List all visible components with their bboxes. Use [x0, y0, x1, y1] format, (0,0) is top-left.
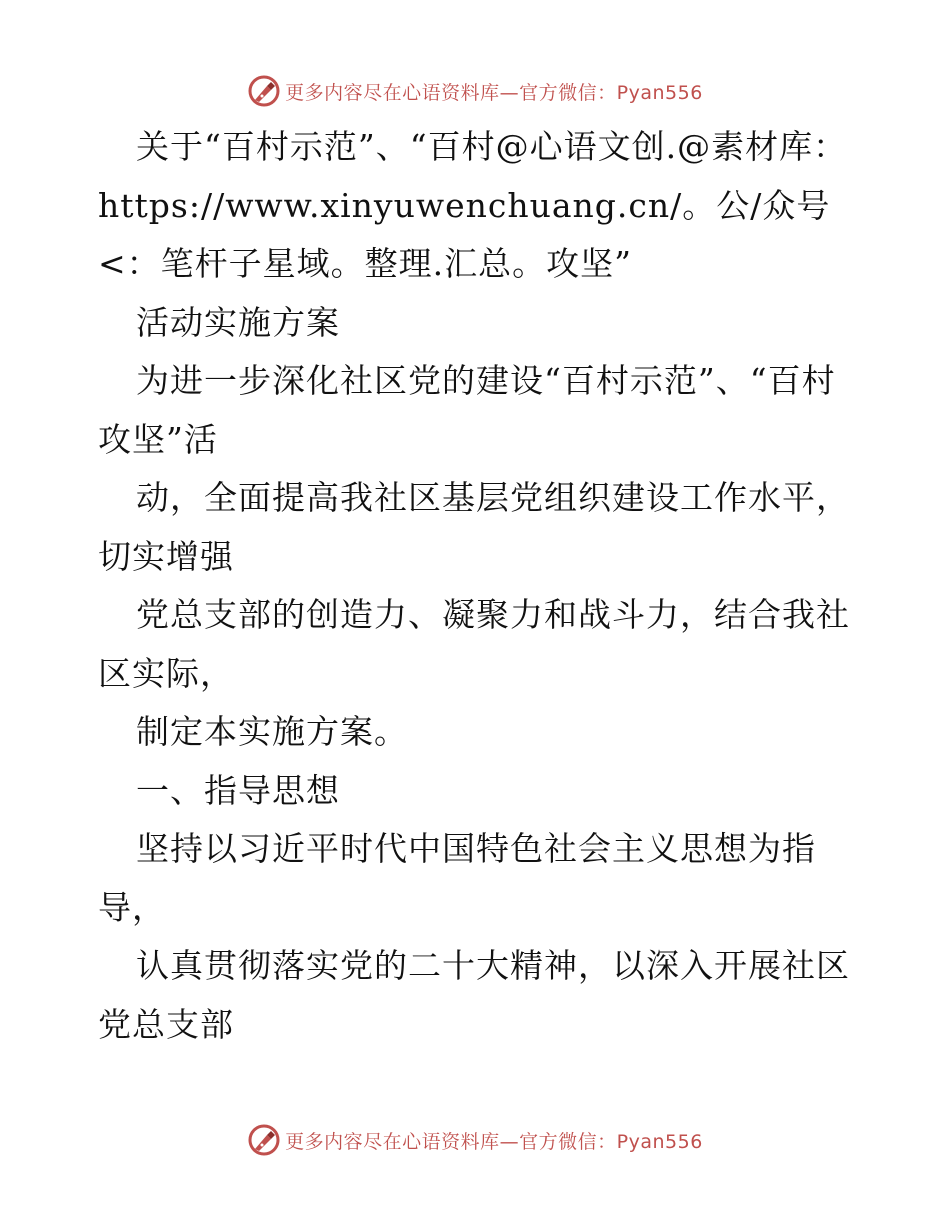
watermark-text	[285, 78, 703, 105]
paragraph: 动，全面提高我社区基层党组织建设工作水平，切实增强	[98, 478, 850, 576]
watermark-text	[285, 1127, 703, 1154]
pen-nib-circle-icon	[247, 1123, 281, 1157]
paragraph: 制定本实施方案。	[136, 712, 408, 751]
section-heading: 一、指导思想	[136, 770, 340, 810]
watermark-footer	[0, 1120, 950, 1160]
paragraph: 党总支部的创造力、凝聚力和战斗力，结合我社区实际，	[98, 595, 850, 693]
watermark-main-text: 更多内容尽在心语资料库	[285, 81, 500, 104]
watermark-sub-text: —官方微信：Pyan556	[499, 81, 703, 104]
paragraph: 为进一步深化社区党的建设“百村示范”、“百村攻坚”活	[98, 361, 836, 459]
paragraph: 坚持以习近平时代中国特色社会主义思想为指导，	[98, 829, 816, 927]
paragraph: 关于“百村示范”、“百村@心语文创.@素材库：https://www.xinyuwenchuang.cn/。公/众号<：笔杆子星域。整理.汇总。攻坚”	[98, 127, 848, 283]
paragraph: 认真贯彻落实党的二十大精神，以深入开展社区党总支部	[98, 946, 850, 1044]
document-body	[98, 118, 858, 1054]
paragraph: 活动实施方案	[136, 302, 340, 342]
watermark-main-text: 更多内容尽在心语资料库	[285, 1130, 500, 1153]
watermark-sub-text: —官方微信：Pyan556	[499, 1130, 703, 1153]
pen-nib-circle-icon	[247, 74, 281, 108]
watermark-header	[0, 71, 950, 111]
